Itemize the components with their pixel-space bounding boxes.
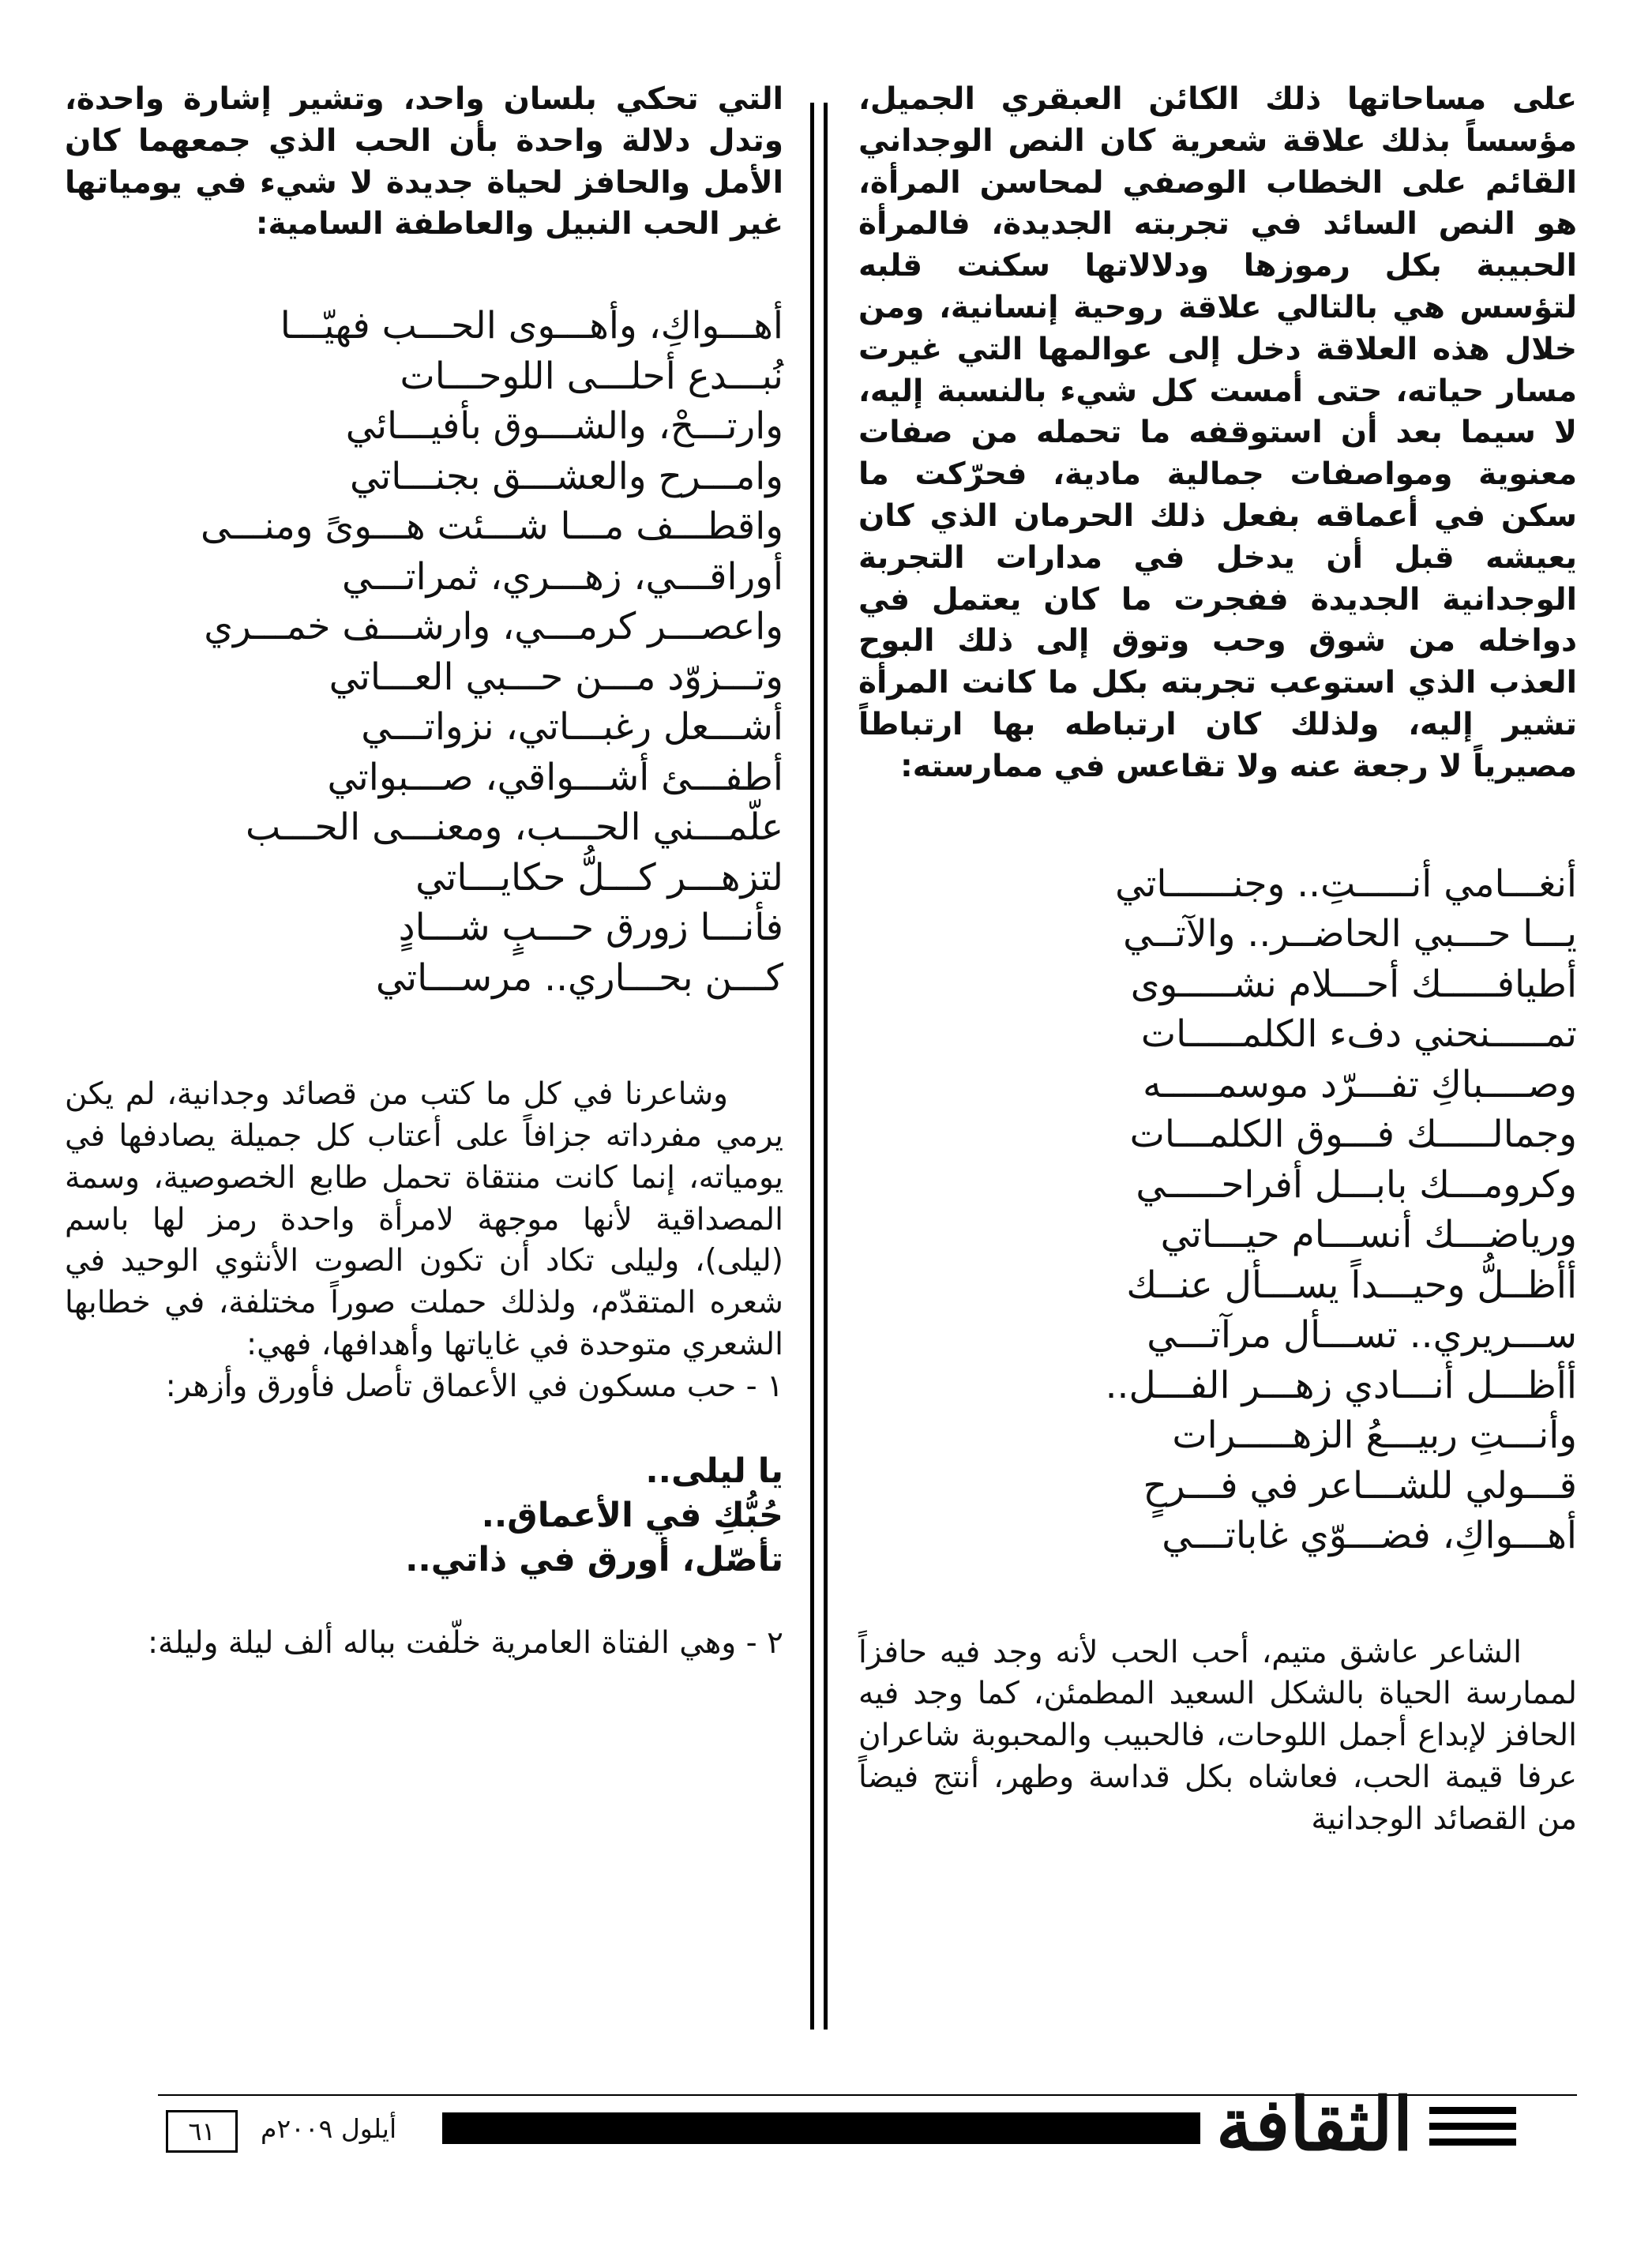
right-poem	[858, 859, 1577, 1561]
poem-line: نُبـــدع أحلـــى اللوحـــات	[400, 354, 783, 398]
right-column	[858, 79, 1577, 1841]
poem-line: أشـــعل رغبـــاتي، نزواتـــي	[361, 705, 783, 749]
poem-line: أهـــواكِ، فضـــوّي غاباتـــي	[1162, 1514, 1577, 1558]
page-number: ٦١	[166, 2110, 238, 2153]
list-item-2: ٢ - وهي الفتاة العامرية خلّفت بباله ألف ليلة وليلة:	[148, 1624, 783, 1661]
poem-line: أأظــلُّ وحيـــداً يســـأل عنــك	[1126, 1263, 1577, 1307]
poem-line: وتـــزوّد مـــن حـــبي العـــاتي	[329, 655, 783, 699]
logo-stripes-icon	[1429, 2107, 1516, 2154]
poem-line: يـــا حـــبي الحاضــر.. والآتــي	[1123, 912, 1577, 956]
poem-line: وأنـــتِ ربيـــعُ الزهـــــرات	[1172, 1414, 1577, 1458]
right-intro-paragraph: على مساحاتها ذلك الكائن العبقري الجميل، مؤسساً بذلك علاقة شعرية كان النص الوجداني القائم على الخطاب الوصفي لمحاسن المرأة، هو النص السائد في تجربته الجديدة، فالمرأة الحبيبة بكل رموزها ودلالاتها سكنت قلبه لتؤسس هي بالتالي علاقة روحية إنسانية، ومن خلال هذه العلاقة دخل إلى عوالمها التي غيرت مسار حياته، حتى أمست كل شيء بالنسبة إليه، لا سيما بعد أن استوقفه ما تحمله من صفات معنوية ومواصفات جمالية مادية، فحرّكت ما سكن في أعماقه بفعل ذلك الحرمان الذي كان يعيشه قبل أن يدخل في مدارات التجربة الوجدانية الجديدة ففجرت ما كان يعتمل في دواخله من شوق وحب وتوق إلى ذلك البوح العذب الذي استوعب تجربته بكل ما كانت المرأة تشير إليه، ولذلك كان ارتباطه بها ارتباطاً مصيرياً لا رجعة عنه ولا تقاعس في ممارسته:	[858, 81, 1577, 784]
poem-line: قـــولي للشـــاعر في فـــرحٍ	[1143, 1463, 1577, 1508]
magazine-logo: الثقافة	[1216, 2082, 1414, 2167]
poem-line: وصــــباكِ تفـــرّد موسمـــــه	[1143, 1062, 1577, 1106]
poem-line: تأصّل، أورق في ذاتي..	[405, 1539, 783, 1579]
poem-line: أطيافـــــك أحـــلام نشـــــوى	[1130, 962, 1577, 1006]
poem-line: وارتـــحْ، والشـــوق بأفيـــائي	[345, 404, 783, 449]
left-body-paragraph: وشاعرنا في كل ما كتب من قصائد وجدانية، لم يكن يرمي مفرداته جزافاً على أعتاب كل جميلة يصادفها في يومياته، إنما كانت منتقاة تحمل طابع الخصوصية، وسمة المصداقية لأنها موجهة لامرأة واحدة رمز لها باسم (ليلى)، وليلى تكاد أن تكون الصوت الأنثوي الوحيد في شعره المتقدّم، ولذلك حملت صوراً مختلفة، في خطابها الشعري متوحدة في غاياتها وأهدافها، فهي:	[65, 1076, 783, 1362]
right-closing-paragraph: الشاعر عاشق متيم، أحب الحب لأنه وجد فيه حافزاً لممارسة الحياة بالشكل السعيد المطمئن، كما وجد فيه الحافز لإبداع أجمل اللوحات، فالحبيب والمحبوبة شاعران عرفا قيمة الحب، فعاشاه بكل قداسة وطهر، أنتج فيضاً من القصائد الوجدانية	[858, 1634, 1577, 1837]
poem-line: تمـــــنحني دفء الكلمـــــات	[1140, 1012, 1577, 1057]
poem-line: فأنـــا زورق حـــبٍ شـــادٍ	[398, 906, 783, 950]
short-poem	[65, 1449, 783, 1582]
footer-black-bar	[442, 2112, 1200, 2144]
left-intro-paragraph: التي تحكي بلسان واحد، وتشير إشارة واحدة، وتدل دلالة واحدة بأن الحب الذي جمعهما كان الأمل والحافز لحياة جديدة لا شيء في يومياتها غير الحب النبيل والعاطفة السامية:	[65, 81, 783, 242]
poem-line: ســـريري.. تســـأل مرآتـــي	[1147, 1313, 1577, 1357]
poem-line: وكرومـــك بابـــل أفراحـــــي	[1136, 1162, 1577, 1207]
left-poem	[65, 301, 783, 1003]
list-item-1: ١ - حب مسكون في الأعماق تأصل فأورق وأزهر:	[165, 1368, 783, 1404]
poem-line: يا ليلى..	[645, 1451, 783, 1491]
poem-line: ورياضـــك أنســـام حيـــاتي	[1160, 1213, 1577, 1257]
poem-line: لتزهـــر كـــلُّ حكايـــاتي	[415, 855, 783, 899]
poem-line: وامـــرح والعشـــق بجنـــاتي	[349, 454, 783, 498]
poem-line: أطفـــئ أشـــواقي، صـــبواتي	[327, 755, 783, 799]
poem-line: أوراقـــي، زهـــري، ثمراتـــي	[342, 554, 783, 599]
poem-line: أنغـــامي أنـــــتِ.. وجنــــــاتي	[1115, 862, 1577, 906]
poem-line: وجمالـــــك فـــوق الكلمـــات	[1129, 1113, 1577, 1157]
poem-line: واعصـــر كرمـــي، وارشـــف خمـــري	[204, 605, 783, 649]
poem-line: حُبُّكِ في الأعماق..	[481, 1495, 783, 1535]
poem-line: واقطـــف مـــا شـــئت هـــوىً ومنـــى	[200, 505, 783, 549]
poem-line: كـــن بحـــاري.. مرســـاتي	[375, 956, 783, 1000]
poem-line: أهـــواكِ، وأهـــوى الحـــب فهيّـــا	[280, 304, 783, 348]
left-column	[65, 79, 783, 1664]
poem-line: أأظـــل أنـــادي زهـــر الفـــل..	[1105, 1363, 1577, 1407]
issue-date: أيلول ٢٠٠٩م	[261, 2113, 397, 2144]
poem-line: علّمـــني الحـــب، ومعنـــى الحـــب	[246, 805, 783, 850]
column-divider	[810, 103, 828, 2030]
